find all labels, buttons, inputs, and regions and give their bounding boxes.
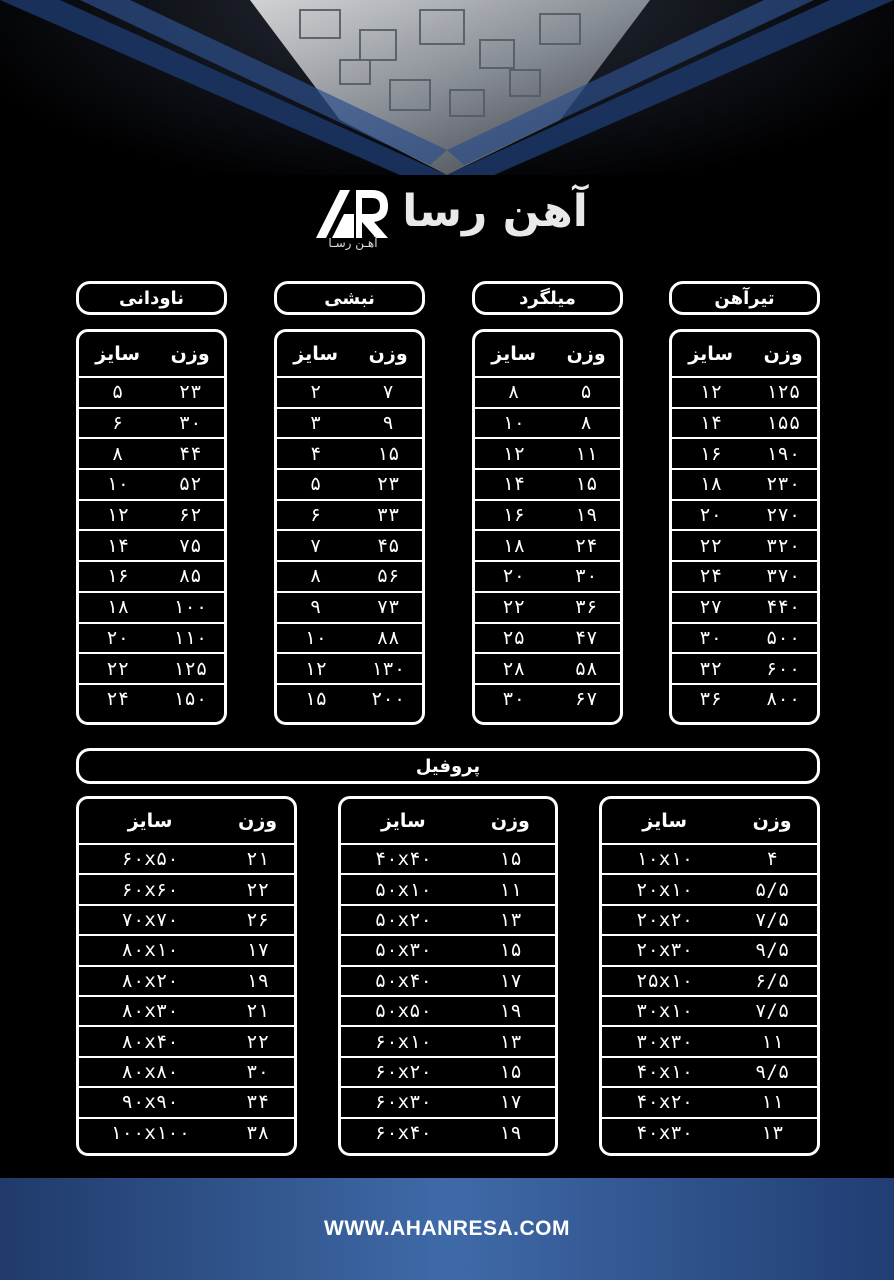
size-cell: ۲۵ — [475, 623, 552, 654]
weight-cell: ۱۷ — [466, 966, 555, 996]
size-cell: ۲۲ — [672, 530, 749, 561]
weight-cell: ۱۵ — [466, 1057, 555, 1087]
size-cell: ۸۰x۴۰ — [79, 1026, 221, 1056]
table-row — [79, 530, 224, 561]
table-row — [602, 905, 817, 935]
weight-cell: ۳۰ — [552, 561, 620, 592]
weight-cell: ۱۱ — [466, 874, 555, 904]
weight-cell: ۳۰ — [156, 408, 224, 439]
table-row — [341, 1118, 555, 1147]
size-cell: ۲۴ — [672, 561, 749, 592]
table-row — [277, 592, 422, 623]
size-cell: ۲۴ — [79, 684, 156, 714]
weight-cell: ۱۹ — [221, 966, 294, 996]
size-cell: ۵۰x۱۰ — [341, 874, 466, 904]
table-row — [277, 623, 422, 654]
size-cell: ۲۰ — [672, 500, 749, 531]
weight-cell: ۷ — [382, 381, 394, 404]
weight-cell: ۱۵ — [498, 848, 522, 871]
table-row — [672, 561, 817, 592]
weight-header: وزن — [354, 332, 422, 377]
weight-cell: ۲۳ — [354, 469, 422, 500]
size-cell: ۶۰x۵۰ — [121, 848, 179, 871]
size-cell: ۲۰ — [79, 623, 156, 654]
weight-cell: ۱۳۰ — [354, 653, 422, 684]
table-row — [79, 623, 224, 654]
size-cell: ۵۰x۴۰ — [341, 966, 466, 996]
size-cell: ۴۰x۳۰ — [602, 1118, 727, 1147]
table-row — [79, 653, 224, 684]
table-header-row — [277, 332, 422, 377]
brand-header — [300, 176, 600, 262]
weight-cell: ۱۹ — [466, 996, 555, 1026]
weight-header: وزن — [727, 799, 817, 844]
table-row — [672, 530, 817, 561]
weight-cell: ۳۰ — [221, 1057, 294, 1087]
table-row — [341, 966, 555, 996]
weight-cell: ۲۳۰ — [749, 469, 817, 500]
weight-cell: ۲۳ — [178, 381, 202, 404]
size-cell: ۵۰x۲۰ — [341, 905, 466, 935]
table-row — [277, 500, 422, 531]
table-row — [341, 1026, 555, 1056]
weight-cell: ۸ — [552, 408, 620, 439]
weight-cell: ۱۵۵ — [749, 408, 817, 439]
table-row — [475, 592, 620, 623]
size-cell: ۳۰x۳۰ — [602, 1026, 727, 1056]
table-header-row — [79, 332, 224, 377]
table-row — [79, 377, 224, 408]
size-cell: ۱۵ — [277, 684, 354, 714]
size-cell: ۶۰x۶۰ — [79, 874, 221, 904]
weight-cell: ۱۳ — [466, 905, 555, 935]
weight-cell: ۴۴۰ — [749, 592, 817, 623]
size-cell: ۱۰ — [79, 469, 156, 500]
size-cell: ۱۲ — [79, 500, 156, 531]
size-cell: ۸۰x۲۰ — [79, 966, 221, 996]
weight-cell: ۱۱ — [552, 438, 620, 469]
weight-cell: ۴۵ — [354, 530, 422, 561]
size-cell: ۲۸ — [475, 653, 552, 684]
size-cell: ۴۰x۲۰ — [602, 1087, 727, 1117]
table-row — [475, 561, 620, 592]
profile-table-2 — [338, 796, 558, 1156]
size-cell: ۷ — [277, 530, 354, 561]
size-cell: ۶۰x۲۰ — [341, 1057, 466, 1087]
size-cell: ۲۰x۲۰ — [602, 905, 727, 935]
table-row — [79, 438, 224, 469]
table-row — [341, 996, 555, 1026]
weight-cell: ۱۲۵ — [765, 381, 801, 404]
size-cell: ۶۰x۱۰ — [341, 1026, 466, 1056]
size-cell: ۱۶ — [475, 500, 552, 531]
size-cell: ۳ — [277, 408, 354, 439]
table-row — [79, 996, 294, 1026]
size-cell: ۳۰ — [672, 623, 749, 654]
size-cell: ۱۴ — [475, 469, 552, 500]
size-cell: ۶۰x۳۰ — [341, 1087, 466, 1117]
table-row — [672, 469, 817, 500]
size-header: سایز — [672, 332, 749, 377]
size-cell: ۷۰x۷۰ — [79, 905, 221, 935]
milgerd-title: میلگرد — [472, 281, 623, 315]
weight-cell: ۱۷ — [466, 1087, 555, 1117]
weight-cell: ۱۹ — [466, 1118, 555, 1147]
weight-header: وزن — [552, 332, 620, 377]
size-cell: ۲۰ — [475, 561, 552, 592]
weight-cell: ۱۲۵ — [156, 653, 224, 684]
brand-title: آهن رسا — [402, 186, 588, 237]
weight-cell: ۲۱ — [221, 996, 294, 1026]
weight-cell: ۷/۵ — [727, 905, 817, 935]
weight-cell: ۹/۵ — [727, 1057, 817, 1087]
table-row — [602, 874, 817, 904]
size-cell: ۵ — [277, 469, 354, 500]
tirahan-title: تیرآهن — [669, 281, 820, 315]
weight-cell: ۳۸ — [221, 1118, 294, 1147]
weight-cell: ۶۲ — [156, 500, 224, 531]
table-row — [341, 1087, 555, 1117]
size-cell: ۱۸ — [475, 530, 552, 561]
table-header-row — [672, 332, 817, 377]
table-row — [277, 377, 422, 408]
size-cell: ۳۶ — [672, 684, 749, 714]
table-row — [672, 500, 817, 531]
size-cell: ۸۰x۸۰ — [79, 1057, 221, 1087]
table-row — [475, 469, 620, 500]
size-header: سایز — [602, 799, 727, 844]
table-row — [672, 684, 817, 714]
nabshi-table — [274, 329, 425, 725]
weight-header: وزن — [749, 332, 817, 377]
size-cell: ۱۸ — [79, 592, 156, 623]
table-row — [475, 377, 620, 408]
size-cell: ۴ — [277, 438, 354, 469]
tirahan-table — [669, 329, 820, 725]
weight-cell: ۱۳ — [727, 1118, 817, 1147]
weight-cell: ۸۸ — [354, 623, 422, 654]
table-row — [475, 653, 620, 684]
size-header: سایز — [341, 799, 466, 844]
size-cell: ۶ — [277, 500, 354, 531]
weight-cell: ۶۷ — [552, 684, 620, 714]
table-row — [79, 1087, 294, 1117]
footer-bar — [0, 1178, 894, 1280]
table-row — [79, 874, 294, 904]
weight-cell: ۴۴ — [156, 438, 224, 469]
table-row — [79, 684, 224, 714]
size-cell: ۵۰x۵۰ — [341, 996, 466, 1026]
weight-cell: ۱۰۰ — [156, 592, 224, 623]
table-row — [602, 1087, 817, 1117]
table-row — [79, 500, 224, 531]
table-header-row — [602, 799, 817, 844]
table-row — [602, 844, 817, 874]
weight-cell: ۱۳ — [466, 1026, 555, 1056]
weight-cell: ۱۱ — [727, 1026, 817, 1056]
table-row — [341, 935, 555, 965]
table-row — [277, 438, 422, 469]
weight-cell: ۷۳ — [354, 592, 422, 623]
weight-cell: ۳۳ — [354, 500, 422, 531]
table-row — [672, 438, 817, 469]
table-row — [475, 623, 620, 654]
size-cell: ۸۰x۳۰ — [79, 996, 221, 1026]
table-row — [79, 935, 294, 965]
weight-cell: ۷۵ — [156, 530, 224, 561]
size-cell: ۲۰x۱۰ — [602, 874, 727, 904]
table-row — [602, 1026, 817, 1056]
table-row — [79, 592, 224, 623]
weight-cell: ۱۵ — [466, 935, 555, 965]
size-header: سایز — [79, 799, 221, 844]
weight-cell: ۲۱ — [246, 848, 270, 871]
size-cell: ۱۲ — [277, 653, 354, 684]
table-row — [79, 408, 224, 439]
size-cell: ۲۲ — [475, 592, 552, 623]
table-row — [79, 905, 294, 935]
table-row — [341, 905, 555, 935]
profile-table-3 — [76, 796, 297, 1156]
weight-cell: ۲۴ — [552, 530, 620, 561]
table-row — [602, 935, 817, 965]
size-cell: ۲ — [309, 381, 322, 404]
weight-cell: ۲۲ — [221, 874, 294, 904]
weight-cell: ۲۰۰ — [354, 684, 422, 714]
weight-cell: ۱۱۰ — [156, 623, 224, 654]
weight-cell: ۲۲ — [221, 1026, 294, 1056]
weight-cell: ۵۶ — [354, 561, 422, 592]
table-row — [79, 844, 294, 874]
table-row — [277, 530, 422, 561]
table-row — [475, 408, 620, 439]
table-row — [79, 1026, 294, 1056]
size-cell: ۸۰x۱۰ — [79, 935, 221, 965]
weight-cell: ۸۵ — [156, 561, 224, 592]
table-row — [277, 561, 422, 592]
size-cell: ۱۸ — [672, 469, 749, 500]
table-row — [79, 561, 224, 592]
table-row — [475, 530, 620, 561]
table-row — [475, 438, 620, 469]
weight-cell: ۵/۵ — [727, 874, 817, 904]
weight-cell: ۳۶ — [552, 592, 620, 623]
size-cell: ۲۰x۳۰ — [602, 935, 727, 965]
table-row — [79, 966, 294, 996]
navdani-title: ناودانی — [76, 281, 227, 315]
weight-cell: ۶/۵ — [727, 966, 817, 996]
size-cell: ۴۰x۱۰ — [602, 1057, 727, 1087]
table-row — [277, 653, 422, 684]
size-cell: ۱۰ — [277, 623, 354, 654]
weight-cell: ۳۴ — [221, 1087, 294, 1117]
size-cell: ۸ — [277, 561, 354, 592]
size-cell: ۲۷ — [672, 592, 749, 623]
hero-steel-image — [0, 0, 894, 175]
weight-header: وزن — [156, 332, 224, 377]
weight-cell: ۶۰۰ — [749, 653, 817, 684]
size-cell: ۳۰x۱۰ — [602, 996, 727, 1026]
table-row — [277, 408, 422, 439]
size-cell: ۱۲ — [475, 438, 552, 469]
table-header-row — [341, 799, 555, 844]
navdani-table — [76, 329, 227, 725]
size-cell: ۳۰ — [475, 684, 552, 714]
weight-cell: ۱۷ — [221, 935, 294, 965]
table-row — [79, 1057, 294, 1087]
table-row — [475, 500, 620, 531]
table-header-row — [79, 799, 294, 844]
logo-caption: آهـن رسـا — [328, 236, 378, 250]
table-row — [672, 377, 817, 408]
table-row — [672, 408, 817, 439]
table-row — [672, 623, 817, 654]
table-row — [602, 1118, 817, 1147]
size-cell: ۴۰x۴۰ — [374, 848, 432, 871]
weight-cell: ۵ — [580, 381, 592, 404]
size-cell: ۱۰۰x۱۰۰ — [79, 1118, 221, 1147]
table-row — [672, 653, 817, 684]
milgerd-table — [472, 329, 623, 725]
table-row — [341, 874, 555, 904]
table-row — [602, 996, 817, 1026]
weight-cell: ۳۷۰ — [749, 561, 817, 592]
size-cell: ۱۶ — [672, 438, 749, 469]
weight-cell: ۷/۵ — [727, 996, 817, 1026]
size-cell: ۱۲ — [699, 381, 723, 404]
size-cell: ۵ — [111, 381, 124, 404]
website-link[interactable]: WWW.AHANRESA.COM — [324, 1217, 570, 1240]
weight-header: وزن — [466, 799, 555, 844]
size-cell: ۹۰x۹۰ — [79, 1087, 221, 1117]
weight-cell: ۴۷ — [552, 623, 620, 654]
table-row — [602, 1057, 817, 1087]
table-row — [475, 684, 620, 714]
weight-cell: ۱۵ — [552, 469, 620, 500]
profile-title: پروفیل — [76, 748, 820, 784]
table-row — [602, 966, 817, 996]
size-cell: ۱۶ — [79, 561, 156, 592]
weight-cell: ۳۲۰ — [749, 530, 817, 561]
weight-cell: ۱۵۰ — [156, 684, 224, 714]
weight-cell: ۵۰۰ — [749, 623, 817, 654]
weight-cell: ۹/۵ — [727, 935, 817, 965]
size-cell: ۱۴ — [79, 530, 156, 561]
size-cell: ۸ — [507, 381, 520, 404]
weight-cell: ۲۷۰ — [749, 500, 817, 531]
size-header: سایز — [79, 332, 156, 377]
profile-table-1 — [599, 796, 820, 1156]
size-cell: ۶ — [79, 408, 156, 439]
size-header: سایز — [475, 332, 552, 377]
table-row — [277, 684, 422, 714]
weight-cell: ۱۹ — [552, 500, 620, 531]
size-cell: ۶۰x۴۰ — [341, 1118, 466, 1147]
size-cell: ۱۰x۱۰ — [636, 848, 694, 871]
weight-cell: ۱۵ — [354, 438, 422, 469]
weight-cell: ۵۲ — [156, 469, 224, 500]
size-cell: ۱۴ — [672, 408, 749, 439]
size-cell: ۱۰ — [475, 408, 552, 439]
weight-cell: ۱۱ — [727, 1087, 817, 1117]
table-header-row — [475, 332, 620, 377]
size-header: سایز — [277, 332, 354, 377]
weight-cell: ۵۸ — [552, 653, 620, 684]
size-cell: ۵۰x۳۰ — [341, 935, 466, 965]
table-row — [672, 592, 817, 623]
table-row — [79, 469, 224, 500]
table-row — [79, 1118, 294, 1147]
weight-cell: ۹ — [354, 408, 422, 439]
weight-header: وزن — [221, 799, 294, 844]
weight-cell: ۴ — [766, 848, 778, 871]
nabshi-title: نبشی — [274, 281, 425, 315]
weight-cell: ۱۹۰ — [749, 438, 817, 469]
size-cell: ۹ — [277, 592, 354, 623]
size-cell: ۸ — [79, 438, 156, 469]
weight-cell: ۸۰۰ — [749, 684, 817, 714]
table-row — [277, 469, 422, 500]
weight-cell: ۲۶ — [221, 905, 294, 935]
table-row — [341, 844, 555, 874]
table-row — [341, 1057, 555, 1087]
size-cell: ۳۲ — [672, 653, 749, 684]
size-cell: ۲۵x۱۰ — [602, 966, 727, 996]
size-cell: ۲۲ — [79, 653, 156, 684]
